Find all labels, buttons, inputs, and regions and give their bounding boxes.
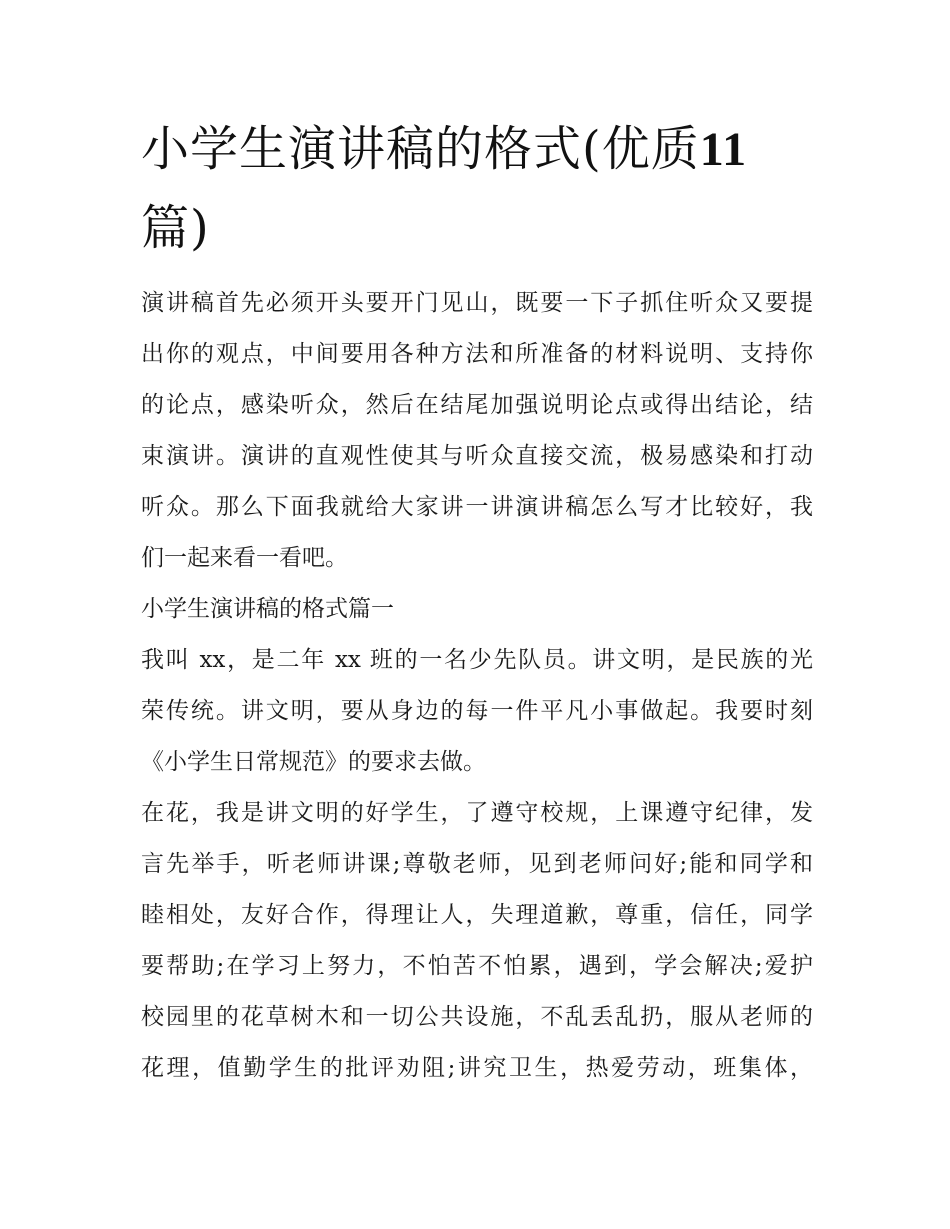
paragraph-line: 睦相处，友好合作，得理让人，失理道歉，尊重，信任，同学: [141, 902, 813, 928]
paragraph-line: 花理，值勤学生的批评劝阻;讲究卫生，热爱劳动，班集体，: [141, 1055, 813, 1081]
paragraph-line: 听众。那么下面我就给大家讲一讲演讲稿怎么写才比较好，我: [141, 494, 813, 520]
paragraph-line: 的论点，感染听众，然后在结尾加强说明论点或得出结论，结: [141, 392, 813, 418]
paragraph-line: 出你的观点，中间要用各种方法和所准备的材料说明、支持你: [141, 341, 813, 367]
paragraph-line: 言先举手，听老师讲课;尊敬老师，见到老师问好;能和同学和: [141, 851, 813, 877]
paragraph-line: 演讲稿首先必须开头要开门见山，既要一下子抓住听众又要提: [141, 290, 813, 316]
paragraph-line: 荣传统。讲文明，要从身边的每一件平凡小事做起。我要时刻: [141, 698, 813, 724]
paragraph-line: 我叫 xx，是二年 xx 班的一名少先队员。讲文明，是民族的光: [141, 647, 813, 673]
section-heading: 小学生演讲稿的格式篇一: [141, 596, 394, 622]
paragraph-line: 要帮助;在学习上努力，不怕苦不怕累，遇到，学会解决;爱护: [141, 953, 813, 979]
paragraph-line: 《小学生日常规范》的要求去做。: [141, 749, 486, 775]
paragraph-line: 校园里的花草树木和一切公共设施，不乱丢乱扔，服从老师的: [141, 1004, 813, 1030]
document-title: [141, 110, 821, 267]
paragraph-line: 束演讲。演讲的直观性使其与听众直接交流，极易感染和打动: [141, 443, 813, 469]
document-body: [141, 278, 813, 1094]
paragraph-line: 们一起来看一看吧。: [141, 545, 348, 571]
title-text-line2: 篇): [141, 200, 210, 256]
title-text: 小学生演讲稿的格式(优质: [141, 121, 700, 177]
paragraph-line: 在花，我是讲文明的好学生，了遵守校规，上课遵守纪律，发: [141, 800, 813, 826]
title-number: 11: [699, 123, 748, 176]
